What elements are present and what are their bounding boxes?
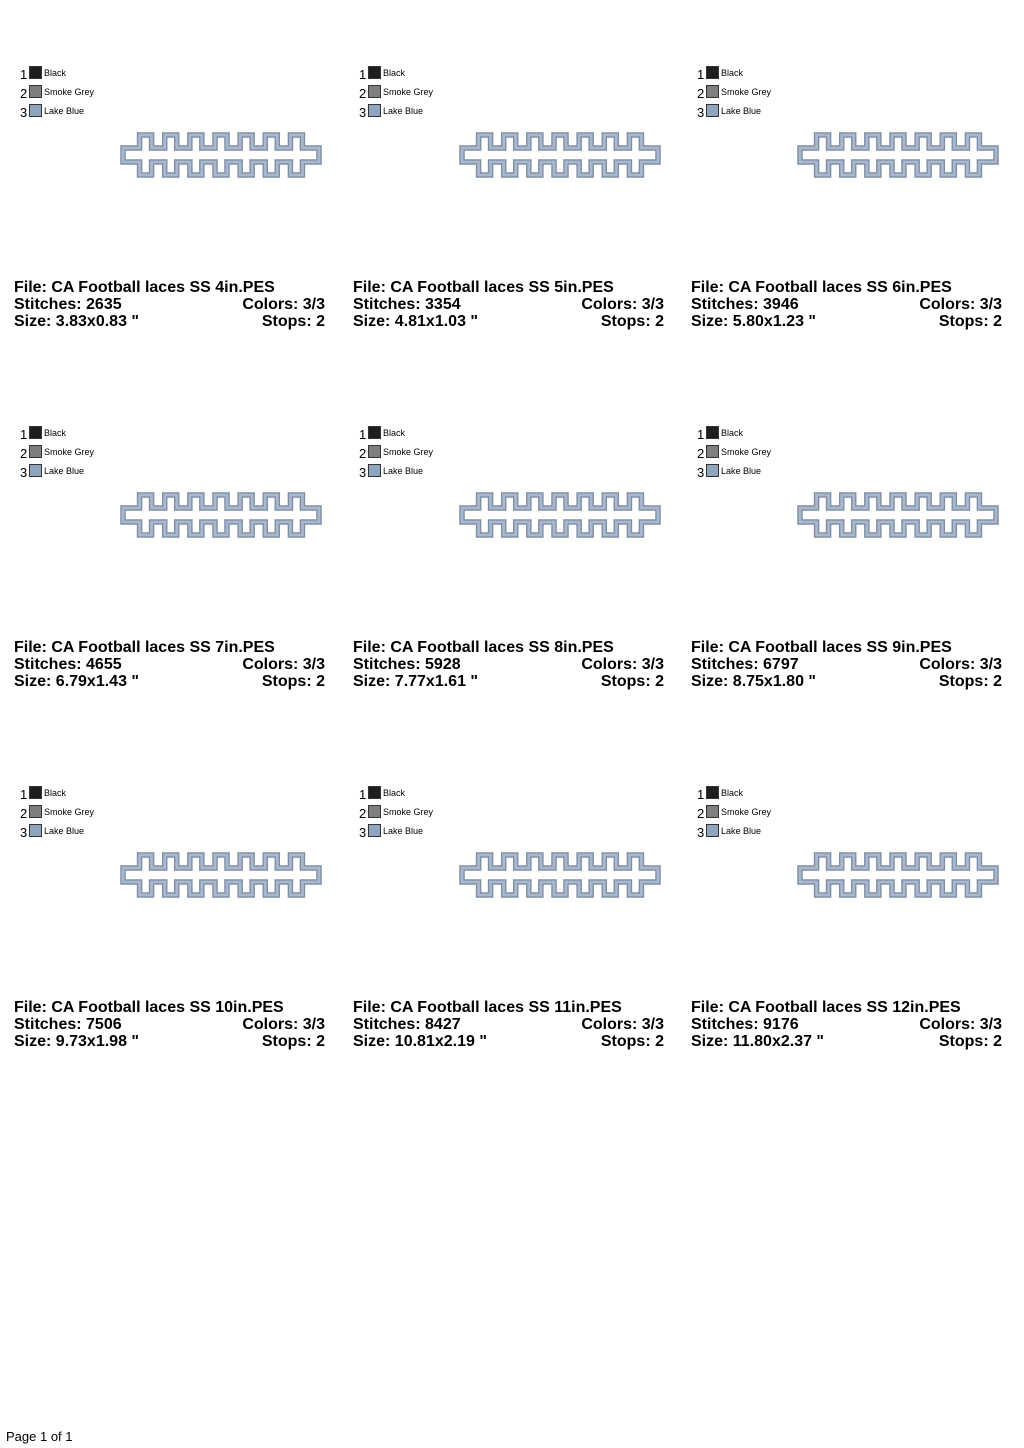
lace-satin-stitch [123, 135, 319, 175]
legend-number: 1 [697, 787, 705, 802]
legend-color-name: Smoke Grey [383, 447, 434, 457]
design-info [14, 279, 330, 330]
color-swatch [368, 85, 381, 98]
file-name: File: CA Football laces SS 10in.PES [14, 999, 284, 1016]
color-count: Colors: 3/3 [581, 296, 664, 313]
stitch-count: Stitches: 3946 [691, 296, 799, 313]
color-swatch [368, 66, 381, 79]
file-name: File: CA Football laces SS 6in.PES [691, 279, 952, 296]
legend-color-name: Smoke Grey [383, 87, 434, 97]
color-swatch [29, 464, 42, 477]
color-swatch [368, 824, 381, 837]
file-name: File: CA Football laces SS 7in.PES [14, 639, 275, 656]
size-row [14, 1033, 330, 1050]
legend-number: 3 [359, 825, 367, 840]
legend-number: 2 [697, 806, 705, 821]
stitch-row [353, 296, 669, 313]
legend-color-name: Black [44, 788, 67, 798]
legend-number: 1 [697, 427, 705, 442]
design-card [14, 38, 330, 338]
color-count: Colors: 3/3 [919, 1016, 1002, 1033]
legend-color-name: Lake Blue [721, 826, 762, 836]
embroidery-design-preview [459, 852, 661, 898]
embroidery-design-preview [120, 132, 322, 178]
legend-number: 3 [697, 825, 705, 840]
legend-color-name: Black [383, 68, 406, 78]
size-row [353, 313, 669, 330]
color-swatch [706, 85, 719, 98]
color-count: Colors: 3/3 [242, 1016, 325, 1033]
design-card [691, 398, 1007, 698]
color-swatch [29, 85, 42, 98]
color-swatch [368, 104, 381, 117]
stitch-count: Stitches: 2635 [14, 296, 122, 313]
stop-count: Stops: 2 [938, 673, 1002, 690]
design-info [14, 999, 330, 1050]
embroidery-design-preview [797, 852, 999, 898]
legend-number: 3 [359, 105, 367, 120]
lace-satin-stitch [800, 135, 996, 175]
file-name: File: CA Football laces SS 5in.PES [353, 279, 614, 296]
legend-color-name: Smoke Grey [44, 447, 95, 457]
legend-color-name: Black [721, 68, 744, 78]
color-swatch [706, 805, 719, 818]
color-swatch [706, 426, 719, 439]
size-row [691, 313, 1007, 330]
embroidery-design-preview [459, 492, 661, 538]
stitch-count: Stitches: 8427 [353, 1016, 461, 1033]
color-swatch [706, 464, 719, 477]
legend-number: 1 [697, 67, 705, 82]
color-swatch [368, 464, 381, 477]
stitch-row [14, 296, 330, 313]
stitch-row [353, 656, 669, 673]
design-info [14, 639, 330, 690]
design-size: Size: 3.83x0.83 " [14, 313, 139, 330]
stitch-count: Stitches: 4655 [14, 656, 122, 673]
color-swatch [29, 426, 42, 439]
lace-satin-stitch [462, 495, 658, 535]
color-swatch [368, 445, 381, 458]
stop-count: Stops: 2 [938, 313, 1002, 330]
design-card [353, 38, 669, 338]
legend-number: 1 [20, 427, 28, 442]
legend-color-name: Black [721, 788, 744, 798]
legend-number: 1 [20, 787, 28, 802]
lace-satin-stitch [462, 855, 658, 895]
stitch-count: Stitches: 9176 [691, 1016, 799, 1033]
color-swatch [368, 426, 381, 439]
legend-number: 3 [697, 105, 705, 120]
design-size: Size: 6.79x1.43 " [14, 673, 139, 690]
design-info [691, 279, 1007, 330]
design-size: Size: 8.75x1.80 " [691, 673, 816, 690]
stitch-row [14, 1016, 330, 1033]
legend-number: 1 [359, 427, 367, 442]
design-info [353, 279, 669, 330]
color-swatch [368, 805, 381, 818]
design-card [691, 38, 1007, 338]
legend-color-name: Smoke Grey [383, 807, 434, 817]
stitch-row [14, 656, 330, 673]
size-row [14, 313, 330, 330]
legend-number: 3 [20, 465, 28, 480]
embroidery-design-preview [459, 132, 661, 178]
color-count: Colors: 3/3 [919, 296, 1002, 313]
size-row [353, 1033, 669, 1050]
color-swatch [29, 66, 42, 79]
color-count: Colors: 3/3 [581, 1016, 664, 1033]
color-swatch [706, 824, 719, 837]
color-swatch [706, 786, 719, 799]
legend-number: 1 [359, 67, 367, 82]
design-card [691, 758, 1007, 1058]
legend-number: 2 [20, 446, 28, 461]
file-name: File: CA Football laces SS 4in.PES [14, 279, 275, 296]
embroidery-design-preview [120, 852, 322, 898]
legend-color-name: Lake Blue [44, 466, 85, 476]
color-swatch [706, 104, 719, 117]
color-swatch [368, 786, 381, 799]
legend-number: 2 [20, 86, 28, 101]
stitch-row [353, 1016, 669, 1033]
stitch-count: Stitches: 5928 [353, 656, 461, 673]
legend-color-name: Black [44, 428, 67, 438]
embroidery-design-preview [120, 492, 322, 538]
design-size: Size: 9.73x1.98 " [14, 1033, 139, 1050]
file-name: File: CA Football laces SS 9in.PES [691, 639, 952, 656]
design-info [691, 999, 1007, 1050]
legend-number: 3 [20, 825, 28, 840]
legend-number: 2 [359, 446, 367, 461]
design-card [14, 398, 330, 698]
legend-color-name: Lake Blue [44, 826, 85, 836]
design-info [691, 639, 1007, 690]
legend-number: 2 [359, 86, 367, 101]
design-card [353, 758, 669, 1058]
legend-color-name: Smoke Grey [44, 807, 95, 817]
stop-count: Stops: 2 [938, 1033, 1002, 1050]
design-size: Size: 10.81x2.19 " [353, 1033, 487, 1050]
legend-number: 3 [359, 465, 367, 480]
legend-color-name: Lake Blue [721, 466, 762, 476]
legend-color-name: Black [383, 428, 406, 438]
size-row [353, 673, 669, 690]
lace-satin-stitch [123, 855, 319, 895]
stitch-row [691, 656, 1007, 673]
stitch-row [691, 1016, 1007, 1033]
legend-number: 2 [697, 86, 705, 101]
lace-satin-stitch [123, 495, 319, 535]
stitch-row [691, 296, 1007, 313]
color-swatch [29, 824, 42, 837]
file-name: File: CA Football laces SS 12in.PES [691, 999, 961, 1016]
legend-color-name: Smoke Grey [721, 807, 772, 817]
legend-number: 2 [359, 806, 367, 821]
legend-color-name: Black [383, 788, 406, 798]
legend-color-name: Lake Blue [721, 106, 762, 116]
stop-count: Stops: 2 [600, 1033, 664, 1050]
design-info [353, 639, 669, 690]
file-name: File: CA Football laces SS 11in.PES [353, 999, 622, 1016]
color-swatch [706, 445, 719, 458]
legend-color-name: Smoke Grey [721, 447, 772, 457]
design-size: Size: 7.77x1.61 " [353, 673, 478, 690]
embroidery-design-preview [797, 492, 999, 538]
design-size: Size: 5.80x1.23 " [691, 313, 816, 330]
design-card [353, 398, 669, 698]
stitch-count: Stitches: 7506 [14, 1016, 122, 1033]
color-count: Colors: 3/3 [919, 656, 1002, 673]
legend-color-name: Smoke Grey [721, 87, 772, 97]
embroidery-design-preview [797, 132, 999, 178]
color-swatch [29, 104, 42, 117]
color-count: Colors: 3/3 [242, 656, 325, 673]
legend-number: 2 [20, 806, 28, 821]
lace-satin-stitch [800, 855, 996, 895]
color-swatch [29, 805, 42, 818]
stop-count: Stops: 2 [600, 313, 664, 330]
size-row [14, 673, 330, 690]
stop-count: Stops: 2 [261, 673, 325, 690]
stop-count: Stops: 2 [600, 673, 664, 690]
design-card [14, 758, 330, 1058]
size-row [691, 673, 1007, 690]
legend-color-name: Smoke Grey [44, 87, 95, 97]
color-swatch [29, 445, 42, 458]
file-name: File: CA Football laces SS 8in.PES [353, 639, 614, 656]
stop-count: Stops: 2 [261, 1033, 325, 1050]
lace-satin-stitch [462, 135, 658, 175]
design-info [353, 999, 669, 1050]
legend-number: 1 [20, 67, 28, 82]
color-swatch [706, 66, 719, 79]
legend-number: 1 [359, 787, 367, 802]
legend-color-name: Lake Blue [383, 826, 424, 836]
page-number: Page 1 of 1 [6, 1429, 73, 1444]
stitch-count: Stitches: 6797 [691, 656, 799, 673]
legend-color-name: Lake Blue [383, 106, 424, 116]
design-size: Size: 4.81x1.03 " [353, 313, 478, 330]
stitch-count: Stitches: 3354 [353, 296, 461, 313]
color-count: Colors: 3/3 [581, 656, 664, 673]
legend-number: 2 [697, 446, 705, 461]
stop-count: Stops: 2 [261, 313, 325, 330]
legend-number: 3 [20, 105, 28, 120]
legend-number: 3 [697, 465, 705, 480]
color-count: Colors: 3/3 [242, 296, 325, 313]
legend-color-name: Lake Blue [44, 106, 85, 116]
legend-color-name: Black [44, 68, 67, 78]
legend-color-name: Black [721, 428, 744, 438]
color-swatch [29, 786, 42, 799]
lace-satin-stitch [800, 495, 996, 535]
legend-color-name: Lake Blue [383, 466, 424, 476]
size-row [691, 1033, 1007, 1050]
design-size: Size: 11.80x2.37 " [691, 1033, 825, 1050]
